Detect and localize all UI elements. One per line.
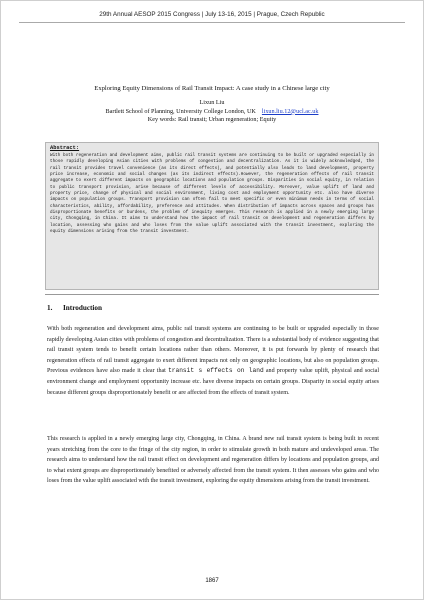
section-heading: [47, 304, 102, 312]
header-divider: [19, 22, 405, 23]
keywords: Key words: Rail transit; Urban regeneration; Equity: [147, 116, 277, 124]
author-affiliation-line: [1, 108, 423, 117]
introduction-paragraph-2: This research is applied in a newly emerging large city, Chongqing, in China. A brand new rail transit system is being built in recent years stretching from the core to the fringe of the city region, in order to stimulate growth in both mature and undeveloped areas. The research aims to understand how the rail transit effect on development and regeneration differs by locations and population groups, and to what extent groups are disproportionately benefited or adversely affected from the transit system. It then assesses who gains and who loses from the value uplift associated with the transit investment, exploring the equity dimensions arising from the transit investment.: [47, 436, 379, 485]
section-number: 1.: [47, 304, 53, 312]
author-affiliation: Bartlett School of Planning, University College London, UK: [105, 107, 256, 115]
section-title: Introduction: [63, 304, 103, 312]
author-email-link[interactable]: lixun.liu.12@ucl.ac.uk: [261, 107, 319, 115]
paragraph-1-mono-text: transit s effects on land: [168, 367, 264, 375]
introduction-paragraph-1: [47, 324, 379, 398]
page-number: 1867: [205, 578, 219, 584]
section-divider: [45, 294, 379, 295]
conference-header: 29th Annual AESOP 2015 Congress | July 13-16, 2015 | Prague, Czech Republic: [99, 11, 325, 18]
paper-title: Exploring Equity Dimensions of Rail Transit Impact: A case study in a Chinese large city: [94, 85, 330, 92]
paragraph-1-text-before: With both regeneration and development aims, public rail transit systems are continuing to be built or upgraded especially in those rapidly developing Asian cities with problems of congestion and decentralization. There is a substantial body of evidence suggesting that rail transit system tends to benefit certain locations rather than others. Moreover, it is put forwards by plenty of research that regeneration effects of rail transit aggregate to exert different impacts not only on geographic locations, but also on population groups. Previous evidences have also made it clear that: [47, 326, 379, 375]
author-name: Lixun Liu: [199, 99, 225, 106]
abstract-heading: Abstract:: [50, 145, 80, 151]
author-block: [1, 99, 423, 125]
abstract-box: [45, 142, 379, 290]
abstract-text: With both regeneration and development aims, public rail transit systems are continuing to be built or upgraded especially in those rapidly developing Asian cities with problems of congestion and decentralization. As it is widely acknowledged, the rail transit provides travel convenience (as its direct effects), and potentially also leads to land development, property price increase, economic and social changes (as its indirect effects).However, the regeneration effects of rail transit aggregate to exert different impacts on geographic locations and population groups. Disparities in social equity, in relation to public transport provision, arise because of different levels of accessibility. Moreover, value uplift of land and property price, change of physical and social environment, living cost and employment opportunity etc. also have diverse impacts on population groups. Transport provision can often fail to meet specific or even minimum needs in terms of social characteristics, ability, affordability, preference and attitudes. When distribution of impacts across spaces and groups has disproportionate benefits or burdens, the problem of inequity emerges. This research is applied in a newly emerging large city, Chongqing, in China. It aims to understand how the impact of rail transit on development and regeneration differs by location, assessing who gains and who loses from the value uplift associated with the transit investment, exploring the equity dimensions arising from the transit investment.: [50, 153, 374, 235]
paragraph-1-text-after: and property value uplift, physical and social environment change and employment opportunity increase etc. have diverse impacts on certain groups. Disparity in social equity arises because different groups disproportionately benefit or are affected from the effects of transit system.: [47, 368, 380, 396]
